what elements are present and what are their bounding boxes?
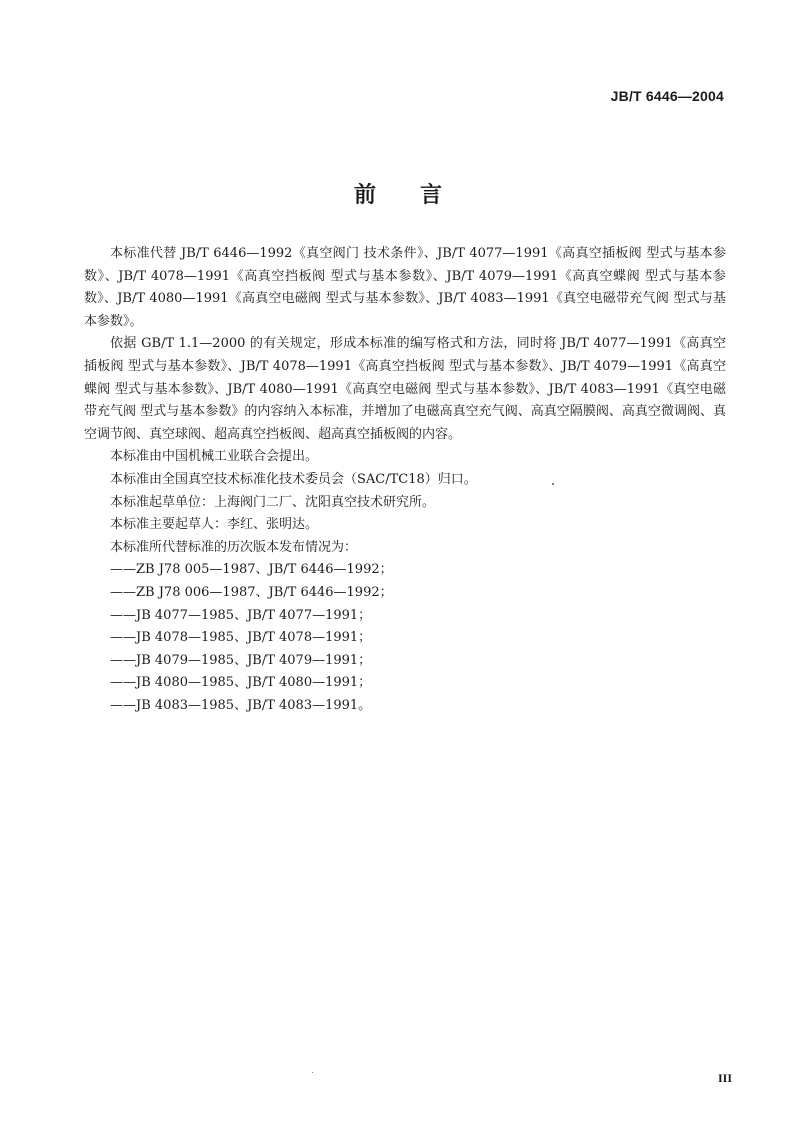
scan-speck [312,1072,313,1073]
list-item: ——JB 4079—1985、JB/T 4079—1991； [110,652,372,668]
paragraph-drafting-units: 本标准起草单位：上海阀门二厂、沈阳真空技术研究所。 [110,494,436,510]
paragraph-replacement: 本标准代替 JB/T 6446—1992《真空阀门 技术条件》、JB/T 4077—1991《高真空插板阀 型式与基本参数》、JB/T 4078—1991《高真空挡板阀 型式与基本参数》、JB/T 4079—1991《高真空蝶阀 型式与基本参数》、JB/T 4080—1991《高真空电磁阀 型式与基本参数》、JB/T 4083—1991《真空电磁带充气阀 型式与基本参数》。 [84,246,726,329]
list-item: ——ZB J78 005—1987、JB/T 6446—1992； [110,562,393,578]
foreword-body [84,243,726,717]
list-item: ——JB 4083—1985、JB/T 4083—1991。 [110,697,372,713]
history-list [84,559,726,717]
scan-speck [552,483,554,485]
standard-number: JB/T 6446—2004 [610,88,724,104]
page-title: 前言 [353,183,486,208]
paragraph-drafters: 本标准主要起草人：李红、张明达。 [110,517,319,533]
paragraph-committee: 本标准由全国真空技术标准化技术委员会（SAC/TC18）归口。 [110,471,477,487]
list-item: ——JB 4077—1985、JB/T 4077—1991； [110,607,372,623]
page-number: III [717,1071,732,1085]
list-item: ——ZB J78 006—1987、JB/T 6446—1992； [110,584,393,600]
paragraph-history-intro: 本标准所代替标准的历次版本发布情况为： [110,539,358,555]
paragraph-basis: 依据 GB/T 1.1—2000 的有关规定，形成本标准的编写格式和方法，同时将 JB/T 4077—1991《高真空插板阀 型式与基本参数》、JB/T 4078—1991《高真空挡板阀 型式与基本参数》、JB/T 4079—1991《高真空蝶阀 型式与基本参数》、JB/T 4080—1991《高真空电磁阀 型式与基本参数》、JB/T 4083—1991《真空电磁带充气阀 型式与基本参数》的内容纳入本标准，并增加了电磁高真空充气阀、高真空隔膜阀、高真空微调阀、真空调节阀、真空球阀、超高真空挡板阀、超高真空插板阀的内容。 [84,336,726,442]
list-item: ——JB 4078—1985、JB/T 4078—1991； [110,630,372,646]
list-item: ——JB 4080—1985、JB/T 4080—1991； [110,675,372,691]
paragraph-proposer: 本标准由中国机械工业联合会提出。 [110,449,319,465]
